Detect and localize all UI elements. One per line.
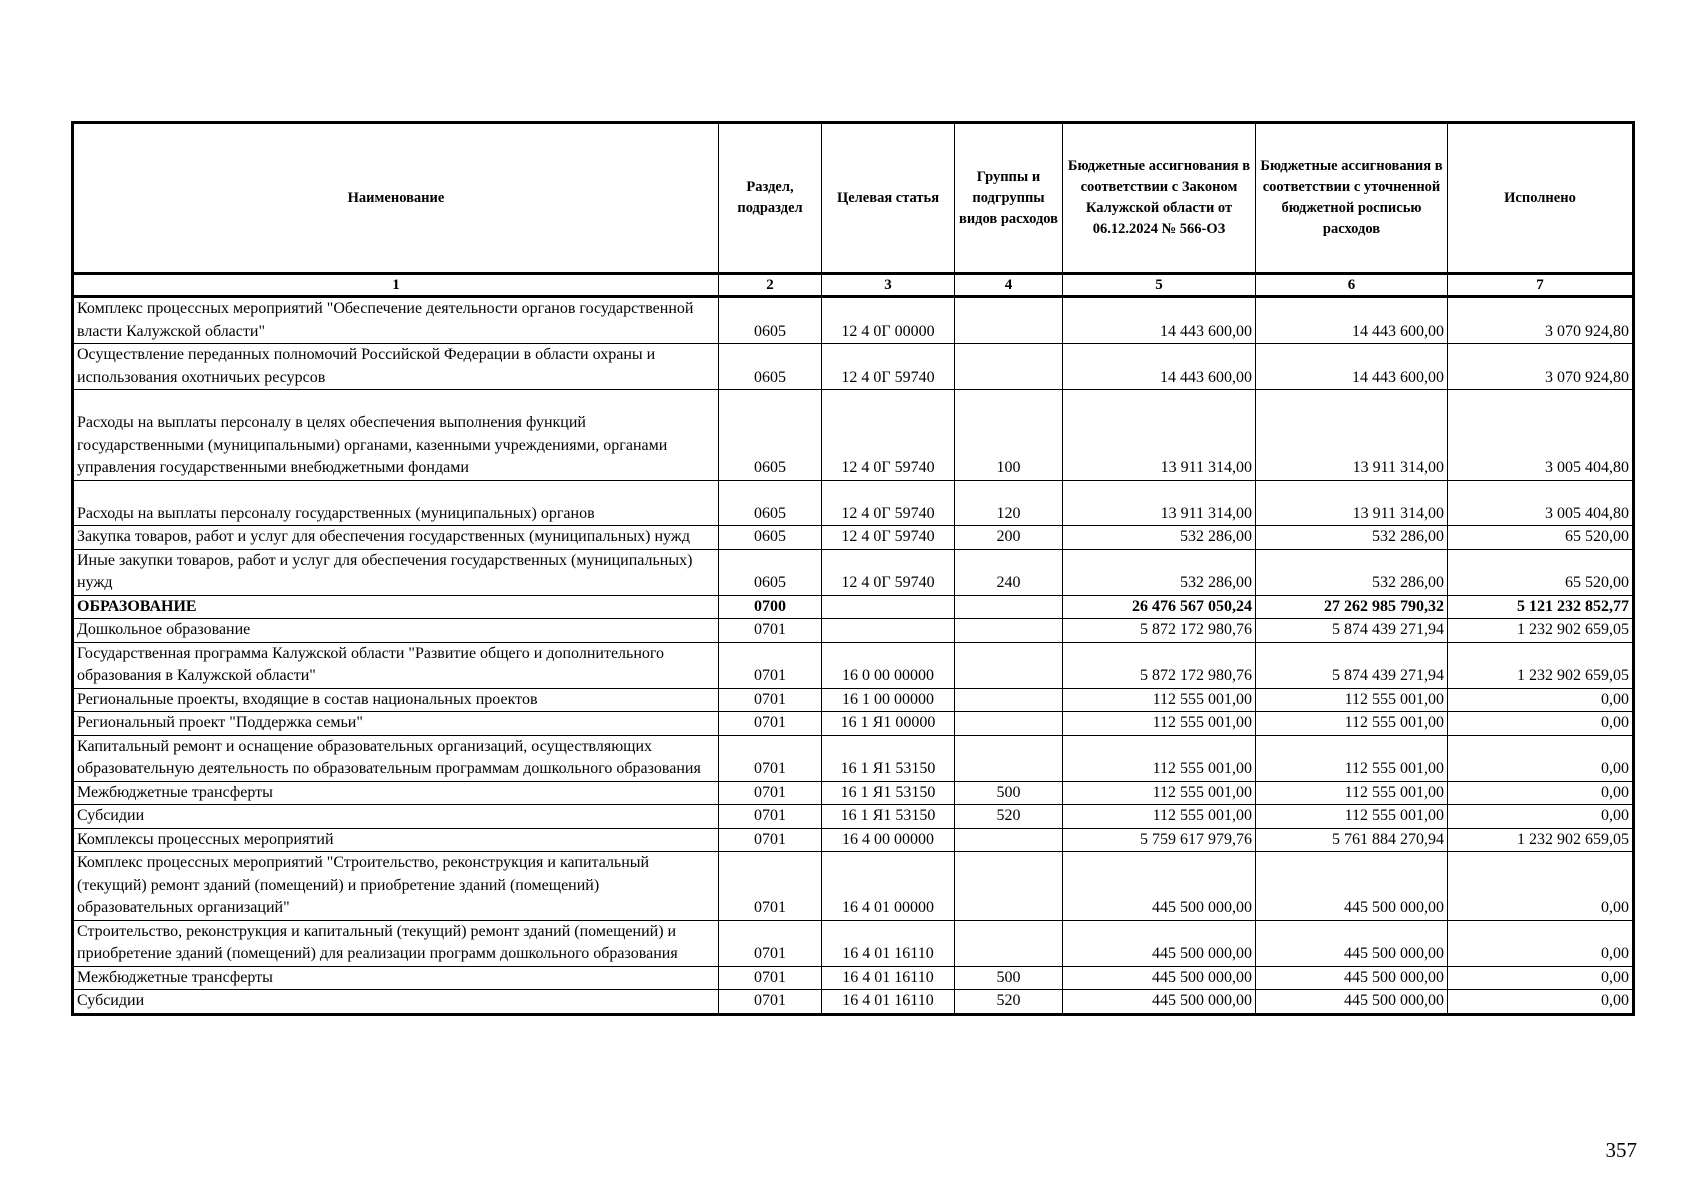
row-group <box>955 735 1063 781</box>
row-target: 16 4 01 16110 <box>822 920 955 966</box>
row-executed: 3 070 924,80 <box>1448 344 1634 390</box>
row-name: Капитальный ремонт и оснащение образовательных организаций, осуществляющих образовательную деятельность по образовательным программам дошкольного образования <box>73 735 719 781</box>
row-target: 16 4 01 00000 <box>822 852 955 921</box>
page-number: 357 <box>1605 1138 1637 1162</box>
row-executed: 1 232 902 659,05 <box>1448 828 1634 852</box>
table-row <box>73 619 1634 643</box>
table-row <box>73 297 1634 344</box>
row-refined: 445 500 000,00 <box>1256 920 1448 966</box>
row-law: 26 476 567 050,24 <box>1063 595 1256 619</box>
table-row <box>73 526 1634 550</box>
row-section: 0605 <box>719 390 822 481</box>
row-law: 112 555 001,00 <box>1063 781 1256 805</box>
row-executed: 0,00 <box>1448 735 1634 781</box>
row-refined: 13 911 314,00 <box>1256 480 1448 526</box>
table-row <box>73 966 1634 990</box>
column-number: 1 <box>73 274 719 297</box>
table-row <box>73 688 1634 712</box>
header-executed: Исполнено <box>1448 123 1634 274</box>
row-executed: 65 520,00 <box>1448 526 1634 550</box>
row-group <box>955 344 1063 390</box>
row-name: Комплексы процессных мероприятий <box>73 828 719 852</box>
row-law: 112 555 001,00 <box>1063 712 1256 736</box>
row-section: 0701 <box>719 966 822 990</box>
row-section: 0701 <box>719 920 822 966</box>
table-row <box>73 642 1634 688</box>
row-target: 12 4 0Г 59740 <box>822 480 955 526</box>
row-name: ОБРАЗОВАНИЕ <box>73 595 719 619</box>
row-law: 445 500 000,00 <box>1063 920 1256 966</box>
row-section: 0701 <box>719 688 822 712</box>
row-section: 0700 <box>719 595 822 619</box>
table-row <box>73 480 1634 526</box>
row-executed: 1 232 902 659,05 <box>1448 619 1634 643</box>
row-executed: 0,00 <box>1448 688 1634 712</box>
row-law: 5 872 172 980,76 <box>1063 642 1256 688</box>
row-group: 520 <box>955 990 1063 1015</box>
row-name: Строительство, реконструкция и капитальный (текущий) ремонт зданий (помещений) и приобретение зданий (помещений) для реализации программ дошкольного образования <box>73 920 719 966</box>
row-group <box>955 688 1063 712</box>
row-target: 12 4 0Г 59740 <box>822 344 955 390</box>
row-name: Комплекс процессных мероприятий "Обеспечение деятельности органов государственной власти Калужской области" <box>73 297 719 344</box>
header-refined-allocations: Бюджетные ассигнования в соответствии с уточненной бюджетной росписью расходов <box>1256 123 1448 274</box>
row-law: 532 286,00 <box>1063 549 1256 595</box>
row-refined: 445 500 000,00 <box>1256 990 1448 1015</box>
row-section: 0605 <box>719 297 822 344</box>
row-group <box>955 297 1063 344</box>
row-refined: 532 286,00 <box>1256 549 1448 595</box>
row-section: 0605 <box>719 344 822 390</box>
table-row <box>73 828 1634 852</box>
row-group: 240 <box>955 549 1063 595</box>
row-group: 100 <box>955 390 1063 481</box>
row-executed: 5 121 232 852,77 <box>1448 595 1634 619</box>
row-target: 12 4 0Г 59740 <box>822 390 955 481</box>
row-group <box>955 619 1063 643</box>
row-executed: 65 520,00 <box>1448 549 1634 595</box>
header-law-allocations: Бюджетные ассигнования в соответствии с Законом Калужской области от 06.12.2024 № 566-ОЗ <box>1063 123 1256 274</box>
row-name: Межбюджетные трансферты <box>73 781 719 805</box>
row-refined: 532 286,00 <box>1256 526 1448 550</box>
table-row <box>73 344 1634 390</box>
row-section: 0701 <box>719 990 822 1015</box>
row-refined: 5 874 439 271,94 <box>1256 642 1448 688</box>
column-number: 4 <box>955 274 1063 297</box>
row-refined: 5 761 884 270,94 <box>1256 828 1448 852</box>
table-row <box>73 781 1634 805</box>
row-target <box>822 619 955 643</box>
header-section: Раздел, подраздел <box>719 123 822 274</box>
row-law: 14 443 600,00 <box>1063 297 1256 344</box>
row-refined: 445 500 000,00 <box>1256 966 1448 990</box>
row-refined: 13 911 314,00 <box>1256 390 1448 481</box>
row-law: 112 555 001,00 <box>1063 688 1256 712</box>
header-target-article: Целевая статья <box>822 123 955 274</box>
row-section: 0605 <box>719 480 822 526</box>
row-executed: 3 005 404,80 <box>1448 390 1634 481</box>
row-target: 16 4 01 16110 <box>822 990 955 1015</box>
row-executed: 0,00 <box>1448 990 1634 1015</box>
row-target: 16 4 01 16110 <box>822 966 955 990</box>
column-number: 7 <box>1448 274 1634 297</box>
row-target: 16 1 Я1 53150 <box>822 805 955 829</box>
row-group: 120 <box>955 480 1063 526</box>
row-group <box>955 852 1063 921</box>
row-name: Комплекс процессных мероприятий "Строительство, реконструкция и капитальный (текущий) ремонт зданий (помещений) и приобретение зданий (помещений) образовательных организаций" <box>73 852 719 921</box>
row-section: 0605 <box>719 549 822 595</box>
row-law: 445 500 000,00 <box>1063 966 1256 990</box>
row-refined: 112 555 001,00 <box>1256 688 1448 712</box>
column-number: 3 <box>822 274 955 297</box>
row-law: 445 500 000,00 <box>1063 990 1256 1015</box>
row-refined: 112 555 001,00 <box>1256 712 1448 736</box>
row-group: 200 <box>955 526 1063 550</box>
row-target: 16 4 00 00000 <box>822 828 955 852</box>
header-expense-groups: Группы и подгруппы видов расходов <box>955 123 1063 274</box>
table-row <box>73 595 1634 619</box>
table-row <box>73 920 1634 966</box>
row-target: 16 1 Я1 53150 <box>822 781 955 805</box>
row-section: 0701 <box>719 642 822 688</box>
row-name: Расходы на выплаты персоналу государственных (муниципальных) органов <box>73 480 719 526</box>
row-group <box>955 828 1063 852</box>
row-law: 5 872 172 980,76 <box>1063 619 1256 643</box>
row-refined: 14 443 600,00 <box>1256 344 1448 390</box>
row-law: 5 759 617 979,76 <box>1063 828 1256 852</box>
row-executed: 3 005 404,80 <box>1448 480 1634 526</box>
column-number: 6 <box>1256 274 1448 297</box>
table-row <box>73 805 1634 829</box>
row-law: 112 555 001,00 <box>1063 735 1256 781</box>
row-law: 14 443 600,00 <box>1063 344 1256 390</box>
row-name: Субсидии <box>73 805 719 829</box>
row-name: Осуществление переданных полномочий Российской Федерации в области охраны и использования охотничьих ресурсов <box>73 344 719 390</box>
table-row <box>73 549 1634 595</box>
row-group <box>955 642 1063 688</box>
row-executed: 3 070 924,80 <box>1448 297 1634 344</box>
header-row <box>73 123 1634 274</box>
row-section: 0605 <box>719 526 822 550</box>
row-law: 13 911 314,00 <box>1063 390 1256 481</box>
row-executed: 0,00 <box>1448 920 1634 966</box>
row-target <box>822 595 955 619</box>
column-number: 5 <box>1063 274 1256 297</box>
row-name: Региональные проекты, входящие в состав национальных проектов <box>73 688 719 712</box>
row-section: 0701 <box>719 712 822 736</box>
row-executed: 1 232 902 659,05 <box>1448 642 1634 688</box>
row-target: 16 1 Я1 00000 <box>822 712 955 736</box>
column-number: 2 <box>719 274 822 297</box>
row-target: 16 1 00 00000 <box>822 688 955 712</box>
row-name: Дошкольное образование <box>73 619 719 643</box>
row-target: 12 4 0Г 00000 <box>822 297 955 344</box>
column-number-row <box>73 274 1634 297</box>
row-group <box>955 920 1063 966</box>
row-target: 12 4 0Г 59740 <box>822 526 955 550</box>
table-row <box>73 852 1634 921</box>
header-name: Наименование <box>73 123 719 274</box>
row-group: 520 <box>955 805 1063 829</box>
row-section: 0701 <box>719 781 822 805</box>
row-name: Субсидии <box>73 990 719 1015</box>
row-executed: 0,00 <box>1448 805 1634 829</box>
row-law: 445 500 000,00 <box>1063 852 1256 921</box>
row-target: 12 4 0Г 59740 <box>822 549 955 595</box>
row-group <box>955 712 1063 736</box>
row-section: 0701 <box>719 852 822 921</box>
row-refined: 445 500 000,00 <box>1256 852 1448 921</box>
row-refined: 14 443 600,00 <box>1256 297 1448 344</box>
row-refined: 112 555 001,00 <box>1256 781 1448 805</box>
row-name: Иные закупки товаров, работ и услуг для обеспечения государственных (муниципальных) нужд <box>73 549 719 595</box>
row-name: Государственная программа Калужской области "Развитие общего и дополнительного образования в Калужской области" <box>73 642 719 688</box>
row-refined: 112 555 001,00 <box>1256 805 1448 829</box>
table-row <box>73 735 1634 781</box>
row-law: 112 555 001,00 <box>1063 805 1256 829</box>
table-row <box>73 990 1634 1015</box>
row-refined: 27 262 985 790,32 <box>1256 595 1448 619</box>
row-executed: 0,00 <box>1448 712 1634 736</box>
budget-table <box>71 121 1635 1016</box>
row-executed: 0,00 <box>1448 966 1634 990</box>
row-group: 500 <box>955 781 1063 805</box>
row-refined: 5 874 439 271,94 <box>1256 619 1448 643</box>
row-target: 16 1 Я1 53150 <box>822 735 955 781</box>
row-section: 0701 <box>719 619 822 643</box>
row-law: 532 286,00 <box>1063 526 1256 550</box>
row-name: Расходы на выплаты персоналу в целях обеспечения выполнения функций государственными (муниципальными) органами, казенными учреждениями, органами управления государственными внебюджетными фондами <box>73 390 719 481</box>
row-refined: 112 555 001,00 <box>1256 735 1448 781</box>
row-section: 0701 <box>719 805 822 829</box>
row-target: 16 0 00 00000 <box>822 642 955 688</box>
row-group <box>955 595 1063 619</box>
row-group: 500 <box>955 966 1063 990</box>
row-name: Закупка товаров, работ и услуг для обеспечения государственных (муниципальных) нужд <box>73 526 719 550</box>
table-row <box>73 712 1634 736</box>
row-section: 0701 <box>719 828 822 852</box>
row-section: 0701 <box>719 735 822 781</box>
row-executed: 0,00 <box>1448 852 1634 921</box>
row-name: Межбюджетные трансферты <box>73 966 719 990</box>
row-executed: 0,00 <box>1448 781 1634 805</box>
row-law: 13 911 314,00 <box>1063 480 1256 526</box>
table-row <box>73 390 1634 481</box>
row-name: Региональный проект "Поддержка семьи" <box>73 712 719 736</box>
